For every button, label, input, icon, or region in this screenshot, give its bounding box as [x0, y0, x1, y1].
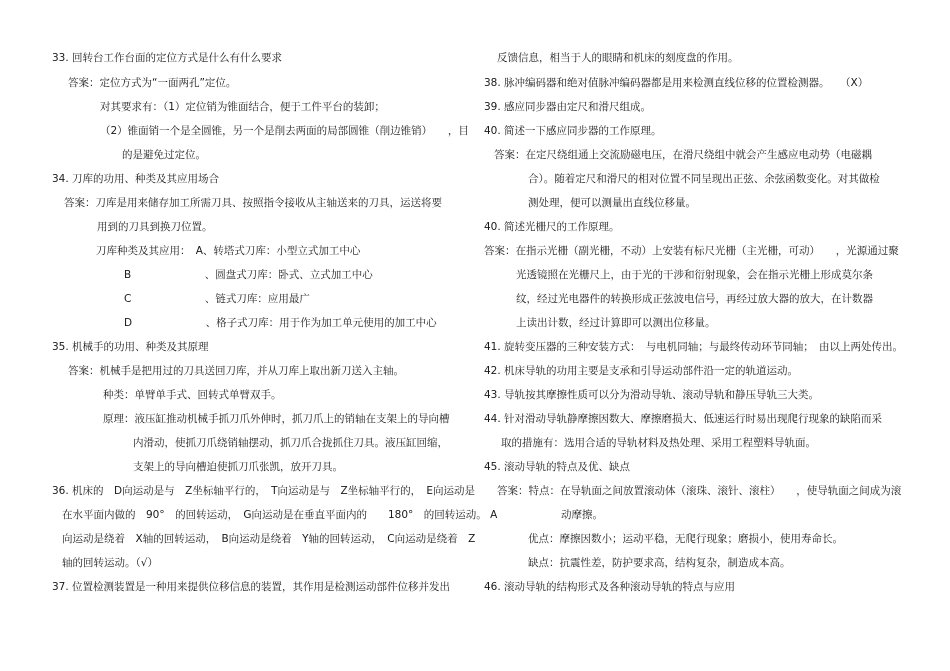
- text-line: 答案：机械手是把用过的刀具送回刀库，并从刀库上取出新刀送入主轴。: [68, 365, 404, 377]
- text-line: 答案：特点：在导轨面之间放置滚动体（滚珠、滚针、滚柱） ，使导轨面之间成为滚: [497, 485, 902, 497]
- text-line: 上读出计数，经过计算即可以测出位移量。: [516, 317, 716, 329]
- text-line: 反馈信息，相当于人的眼睛和机床的刻度盘的作用。: [497, 52, 739, 64]
- text-line: 38. 脉冲编码器和绝对值脉冲编码器都是用来检测直线位移的位置检测器。 （X）: [484, 77, 869, 89]
- text-line: 答案：在定尺绕组通上交流励磁电压，在滑尺绕组中就会产生感应电动势（电磁耦: [494, 149, 872, 161]
- text-line: 的是避免过定位。: [122, 149, 206, 161]
- text-line: 缺点：抗震性差，防护要求高，结构复杂，制造成本高。: [528, 557, 791, 569]
- text-line: 光透镜照在光栅尺上，由于光的干涉和衍射现象，会在指示光栅上形成莫尔条: [516, 269, 873, 281]
- text-line: D 、格子式刀库：用于作为加工单元使用的加工中心: [124, 317, 437, 329]
- text-line: 取的措施有：选用合适的导轨材料及热处理、采用工程塑料导轨面。: [501, 437, 816, 449]
- text-line: 46. 滚动导轨的结构形式及各种滚动导轨的特点与应用: [484, 581, 736, 593]
- text-line: 答案：在指示光栅（副光栅，不动）上安装有标尺光栅（主光栅，可动） ，光源通过聚: [484, 245, 899, 257]
- text-line: 原理：液压缸推动机械手抓刀爪外伸时，抓刀爪上的销轴在支架上的导向槽: [103, 413, 450, 425]
- text-line: 40. 简述光栅尺的工作原理。: [484, 221, 620, 233]
- text-line: 动摩擦。: [561, 509, 603, 521]
- text-line: 种类：单臂单手式、回转式单臂双手。: [103, 389, 282, 401]
- text-line: 43. 导轨按其摩擦性质可以分为滑动导轨、滚动导轨和静压导轨三大类。: [484, 389, 820, 401]
- text-line: 36. 机床的 D向运动是与 Z坐标轴平行的， T向运动是与 Z坐标轴平行的， E向运动是: [52, 485, 476, 497]
- text-line: 轴的回转运动。（√）: [62, 557, 158, 569]
- text-line: 45. 滚动导轨的特点及优、缺点: [484, 461, 631, 473]
- text-line: 42. 机床导轨的功用主要是支承和引导运动部件沿一定的轨道运动。: [484, 365, 799, 377]
- text-line: 答案：刀库是用来储存加工所需刀具、按照指令接收从主轴送来的刀具，运送将要: [64, 197, 442, 209]
- text-line: 向运动是绕着 X轴的回转运动， B向运动是绕着 Y轴的回转运动， C向运动是绕着 Z: [62, 533, 476, 545]
- text-line: 在水平面内做的 90° 的回转运动， G向运动是在垂直平面内的 180° 的回转运动。 A: [62, 509, 498, 521]
- text-line: 39. 感应同步器由定尺和滑尺组成。: [484, 101, 652, 113]
- text-line: 33. 回转台工作台面的定位方式是什么有什么要求: [52, 52, 283, 64]
- text-line: 44. 针对滑动导轨静摩擦因数大、摩擦磨损大、低速运行时易出现爬行现象的缺陷而采: [484, 413, 883, 425]
- text-line: 40. 简述一下感应同步器的工作原理。: [484, 125, 662, 137]
- text-line: B 、圆盘式刀库：卧式、立式加工中心: [124, 269, 373, 281]
- text-line: （2）锥面销一个是全圆锥，另一个是削去两面的局部圆锥（削边锥销） ，目: [100, 125, 469, 137]
- text-line: 37. 位置检测装置是一种用来提供位移信息的装置，其作用是检测运动部件位移并发出: [52, 581, 451, 593]
- text-line: 34. 刀库的功用、种类及其应用场合: [52, 173, 220, 185]
- text-line: 答案：定位方式为“一面两孔”定位。: [68, 77, 237, 89]
- text-line: C 、链式刀库：应用最广: [124, 293, 310, 305]
- text-line: 测处理，便可以测量出直线位移量。: [528, 197, 696, 209]
- text-line: 合）。随着定尺和滑尺的相对位置不同呈现出正弦、余弦函数变化。对其做检: [528, 173, 880, 185]
- text-line: 内滑动，使抓刀爪绕销轴摆动，抓刀爪合拢抓住刀具。液压缸回缩，: [133, 437, 448, 449]
- text-line: 对其要求有：（1）定位销为锥面结合，便于工件平台的装卸；: [100, 101, 385, 113]
- text-line: 纹，经过光电器件的转换形成正弦波电信号，再经过放大器的放大，在计数器: [516, 293, 873, 305]
- text-line: 优点：摩擦因数小；运动平稳，无爬行现象；磨损小，使用寿命长。: [528, 533, 843, 545]
- text-line: 41. 旋转变压器的三种安装方式： 与电机同轴；与最终传动环节同轴； 由以上两处传出。: [484, 341, 904, 353]
- text-line: 用到的刀具到换刀位置。: [97, 221, 213, 233]
- text-line: 35. 机械手的功用、种类及其原理: [52, 341, 209, 353]
- text-line: 刀库种类及其应用： A、转塔式刀库：小型立式加工中心: [96, 245, 361, 257]
- text-line: 支架上的导向槽迫使抓刀爪张凯，放开刀具。: [133, 461, 343, 473]
